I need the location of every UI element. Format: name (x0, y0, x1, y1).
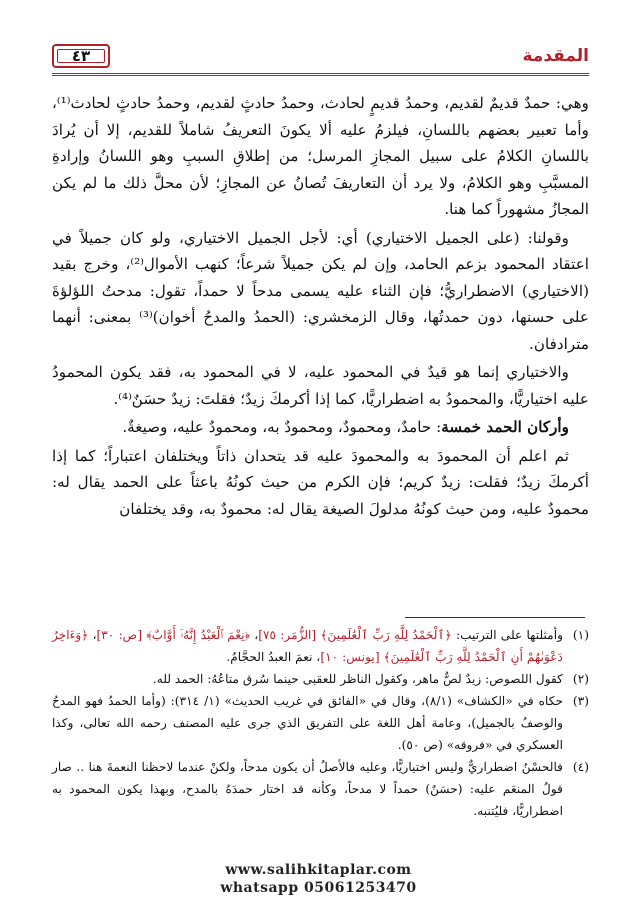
footnote-number: (١) (572, 628, 589, 642)
footnote-text: كقول اللصوص: زيدٌ لصٌّ ماهر، وكقول الناظر للعقبى حينما سُرق متاعُهُ: الحمد لله. (152, 672, 563, 686)
footnote-1 (52, 624, 589, 668)
section-title: المقدمة (522, 46, 589, 66)
footnote-3 (52, 690, 589, 756)
page-number-frame (52, 44, 110, 68)
quran-verse-2: ﴿نِعْمَ ٱلْعَبْدُ إِنَّهُۥٓ أَوَّابٌ﴾ [ص: ٣٠] (96, 628, 251, 642)
paragraph-1: وهي: حمدٌ قديمٌ لقديم، وحمدُ قديمٍ لحادث، وحمدُ حادثٍ لقديم، وحمدُ حادثٍ لحادث⁽¹⁾، وأما تعبير بعضهم باللسانِ، فيلزمُ عليه ألا يكونَ التعريفُ شاملاً للقديم، إلا أن يُرادَ باللسانِ الكلامُ على سبيل المجازِ المرسل؛ من إطلاقِ السببِ وهو اللسانُ وإرادةِ المسبَّبِ وهو الكلامُ، ولا يرد أن التعاريفَ تُصانُ عن المجازِ؛ لأن محلَّ ذلك ما لم يكن المجازُ مشهوراً كما هنا. (52, 94, 589, 218)
watermark-whatsapp: whatsapp 05061253470 (220, 880, 417, 896)
separator: ، (88, 628, 97, 642)
footnote-text: حكاه في «الكشاف» (٨/١)، وقال في «الفائق في غريب الحديث» (١/ ٣١٤): (وأما الحمدُ فهو المدحُ والوصفُ بالجميل)، وعامة أهل اللغة على التفريق الذي جرى عليه المصنف رحمه الله تعالى، وكذا العسكري في «فروقه» (ص ٥٠). (52, 694, 564, 752)
footnote-number: (٤) (572, 760, 589, 774)
footnote-text (52, 624, 563, 668)
footnotes (52, 624, 589, 822)
separator: ، (250, 628, 259, 642)
header-rule (52, 73, 589, 76)
pillars-heading: وأركان الحمد خمسة (441, 418, 569, 436)
footnote-2 (52, 668, 589, 690)
footnote-outro: ، نعمَ العبدُ الحجَّامُ. (226, 650, 321, 664)
watermark-website: www.salihkitaplar.com (225, 862, 412, 878)
paragraph-2: وقولنا: (على الجميل الاختياري) أي: لأجل الجميل الاختياري، ولو كان جميلاً في اعتقاد المحمود بزعم الحامد، وإن لم يكن جميلاً شرعاً؛ كنهب الأموال⁽²⁾، وخرج بقيد (الاختياري) الاضطراريُّ؛ فإن الثناء عليه يسمى مدحاً لا حمداً، تقول: مدحتُ اللؤلؤةَ على حسنها، دون حمدتُها، وقال الزمخشري: (الحمدُ والمدحُ أخوان)⁽³⁾ بمعنى: أنهما مترادفان. (52, 228, 589, 353)
main-text (52, 90, 589, 522)
footnote-number: (٢) (572, 672, 589, 686)
paragraph-4 (52, 414, 589, 441)
footnote-number: (٣) (572, 694, 589, 708)
paragraph-5: ثم اعلم أن المحمودَ به والمحمودَ عليه قد يتحدان ذاتاً ويختلفان اعتباراً؛ كما إذا أكرمكَ زيدٌ؛ فقلت: زيدٌ كريم؛ فإن الكرم من حيث كونُهُ باعثاً على الحمد يقال له: محمودٌ عليه، ومن حيث كونُهُ مدلولَ الصيغة يقال له: محمودٌ به، وقد يختلفان (52, 446, 589, 518)
footnote-text: فالحسْنُ اضطراريٌّ وليس اختياريًّا، وعليه فالأصلُ أن يكون مدحاً، ولكنْ عندما لاحظنا النعمةَ هنا .. صار قولُ المنعَم عليه: (حسَنٌ) حمداً لا مدحاً، وكأنه قد اختار حمدَهُ بالمدح، وبهذا يكون المحمود به اضطراريًّا، فليُتنبه. (52, 760, 563, 818)
pillars-list: : حامدٌ، ومحمودٌ، ومحمودٌ به، ومحمودٌ عليه، وصيغةٌ. (122, 418, 442, 436)
page-number: ٤٣ (71, 47, 91, 65)
quran-verse-1: ﴿ٱلْحَمْدُ لِلَّهِ رَبِّ ٱلْعَٰلَمِينَ﴾ [الزُّمَر: ٧٥] (258, 628, 452, 642)
quran-verse-3: ﴿وَءَاخِرُ دَعْوَىٰهُمْ أَنِ ٱلْحَمْدُ لِلَّهِ رَبِّ ٱلْعَٰلَمِينَ﴾ [يونس: ١٠] (52, 628, 563, 664)
footnote-4 (52, 756, 589, 822)
footnote-separator (405, 617, 585, 618)
page-header (52, 44, 589, 76)
paragraph-3: والاختياري إنما هو قيدٌ في المحمود عليه، لا في المحمود به، فقد يكون المحمودُ عليه اختياريًّا، والمحمودُ به اضطراريًّا، كما إذا أكرمكَ زيدٌ؛ فقلتَ: زيدٌ حسَنٌ⁽⁴⁾. (52, 363, 589, 408)
footnote-intro: وأمثلتها على الترتيب: (451, 628, 563, 642)
